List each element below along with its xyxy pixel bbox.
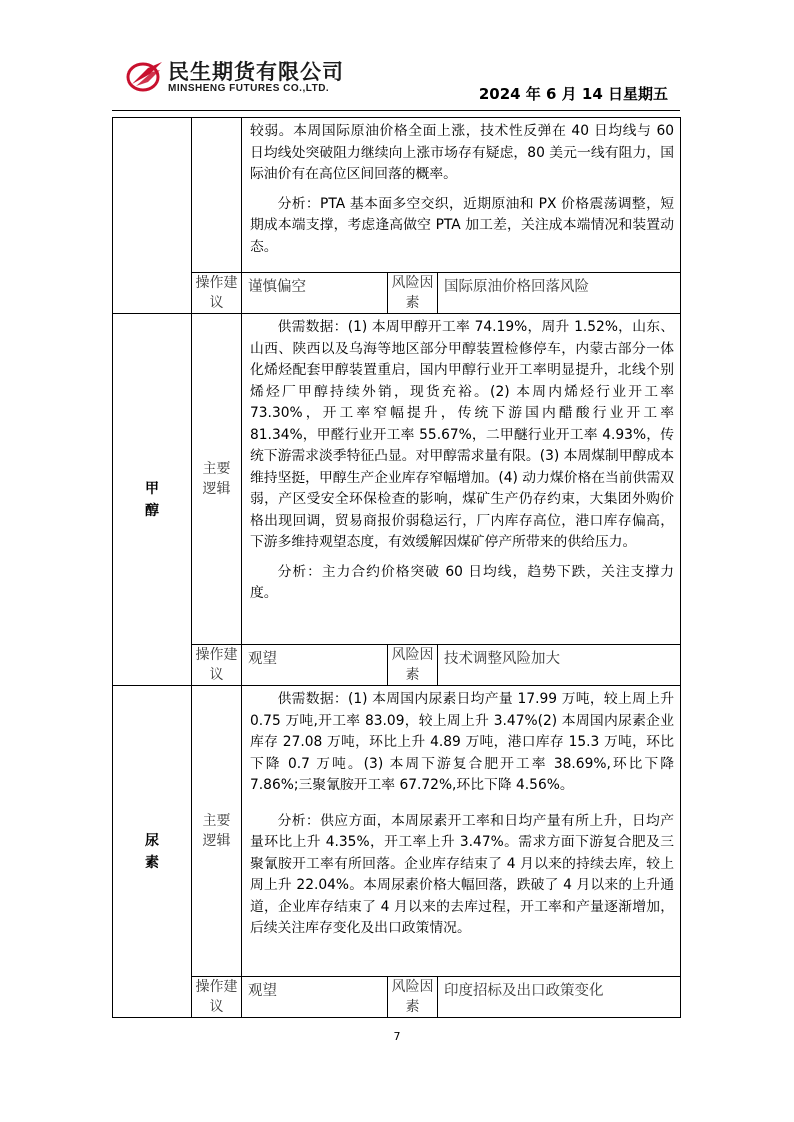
company-name-en: MINSHENG FUTURES CO.,LTD. xyxy=(168,83,330,94)
report-date: 2024 年 6 月 14 日星期五 xyxy=(478,85,668,103)
page-header xyxy=(0,0,794,110)
section-name-cell xyxy=(113,118,192,314)
risk-label: 风险因素 xyxy=(388,645,438,686)
main-logic-label: 主要逻辑 xyxy=(202,461,231,497)
analysis-paragraph: 分析：主力合约价格突破 60 日均线，趋势下跌，关注支撑力度。 xyxy=(250,563,675,601)
section-name: 甲醇 xyxy=(145,480,159,519)
risk-label: 风险因素 xyxy=(388,977,438,1018)
risk-value: 技术调整风险加大 xyxy=(438,645,681,686)
risk-label: 风险因素 xyxy=(388,273,438,314)
operation-label: 操作建议 xyxy=(192,977,242,1018)
page-number: 7 xyxy=(393,1030,401,1043)
section-name-cell xyxy=(113,686,192,1018)
section-row-operation xyxy=(113,645,681,686)
analysis-paragraph: 分析：PTA 基本面多空交织，近期原油和 PX 价格震荡调整，短期成本端支撑，考虑逢高做空 PTA 加工差，关注成本端情况和装置动态。 xyxy=(250,195,675,255)
operation-label: 操作建议 xyxy=(192,645,242,686)
operation-label: 操作建议 xyxy=(192,273,242,314)
company-name-cn: 民生期货有限公司 xyxy=(168,60,344,84)
section-name: 尿素 xyxy=(145,832,159,871)
logic-label-cell xyxy=(192,314,242,645)
logic-label-cell xyxy=(192,118,242,273)
section-row-operation xyxy=(113,273,681,314)
section-row-logic xyxy=(113,314,681,645)
header-divider xyxy=(112,110,680,111)
section-row-logic xyxy=(113,118,681,273)
section-name-cell xyxy=(113,314,192,686)
logic-label-cell xyxy=(192,686,242,977)
operation-value: 观望 xyxy=(242,645,388,686)
main-logic-label: 主要逻辑 xyxy=(202,813,231,849)
analysis-paragraph: 分析：供应方面，本周尿素开工率和日均产量有所上升，日均产量环比上升 4.35%，开工率上升 3.47%。需求方面下游复合肥及三聚氰胺开工率有所回落。企业库存结束了 4 月以来的持续去库，较上周上升 22.04%。本周尿素价格大幅回落，跌破了 4 月以来的上升通道，企业库存结束了 4 月以来的去库过程，开工率和产量逐渐增加，后续关注库存变化及出口政策情况。 xyxy=(250,812,675,936)
operation-value: 谨慎偏空 xyxy=(242,273,388,314)
logic-paragraph: 较弱。本周国际原油价格全面上涨，技术性反弹在 40 日均线与 60 日均线处突破阻力继续向上涨市场存有疑虑，80 美元一线有阻力，国际油价有在高位区间回落的概率。 xyxy=(250,123,675,182)
logic-content-cell xyxy=(242,118,681,273)
section-row-operation xyxy=(113,977,681,1018)
minsheng-logo-icon xyxy=(126,58,164,92)
risk-value: 国际原油价格回落风险 xyxy=(438,273,681,314)
supply-demand-paragraph: 供需数据：(1) 本周甲醇开工率 74.19%，周升 1.52%，山东、山西、陕西以及乌海等地区部分甲醇装置检修停车，内蒙古部分一体化烯烃配套甲醇装置重启，国内甲醇行业开工率明显提升，北线个别烯烃厂甲醇持续外销，现货充裕。(2) 本周内烯烃行业开工率 73.30%，开工率窄幅提升，传统下游国内醋酸行业开工率 81.34%，甲醛行业开工率 55.67%，二甲醚行业开工率 4.93%，传统下游需求淡季特征凸显。对甲醇需求量有限。(3) 本周煤制甲醇成本维持坚挺，甲醇生产企业库存窄幅增加。(4) 动力煤价格在当前供需双弱，产区受安全环保检查的影响，煤矿生产仍存约束，大集团外购价格出现回调，贸易商报价弱稳运行，厂内库存高位，港口库存偏高，下游多维持观望态度，有效缓解因煤矿停产所带来的供给压力。 xyxy=(250,319,675,550)
logic-content-cell xyxy=(242,314,681,645)
logic-content-cell xyxy=(242,686,681,977)
commodity-analysis-table xyxy=(112,117,681,1018)
operation-value: 观望 xyxy=(242,977,388,1018)
section-row-logic xyxy=(113,686,681,977)
supply-demand-paragraph: 供需数据：(1) 本周国内尿素日均产量 17.99 万吨，较上周上升 0.75 万吨,开工率 83.09，较上周上升 3.47%(2) 本周国内尿素企业库存 27.08 万吨，环比上升 4.89 万吨，港口库存 15.3 万吨，环比下降 0.7 万吨。(3) 本周下游复合肥开工率 38.69%,环比下降 7.86%;三聚氰胺开工率 67.72%,环比下降 4.56%。 xyxy=(250,691,675,793)
risk-value: 印度招标及出口政策变化 xyxy=(438,977,681,1018)
